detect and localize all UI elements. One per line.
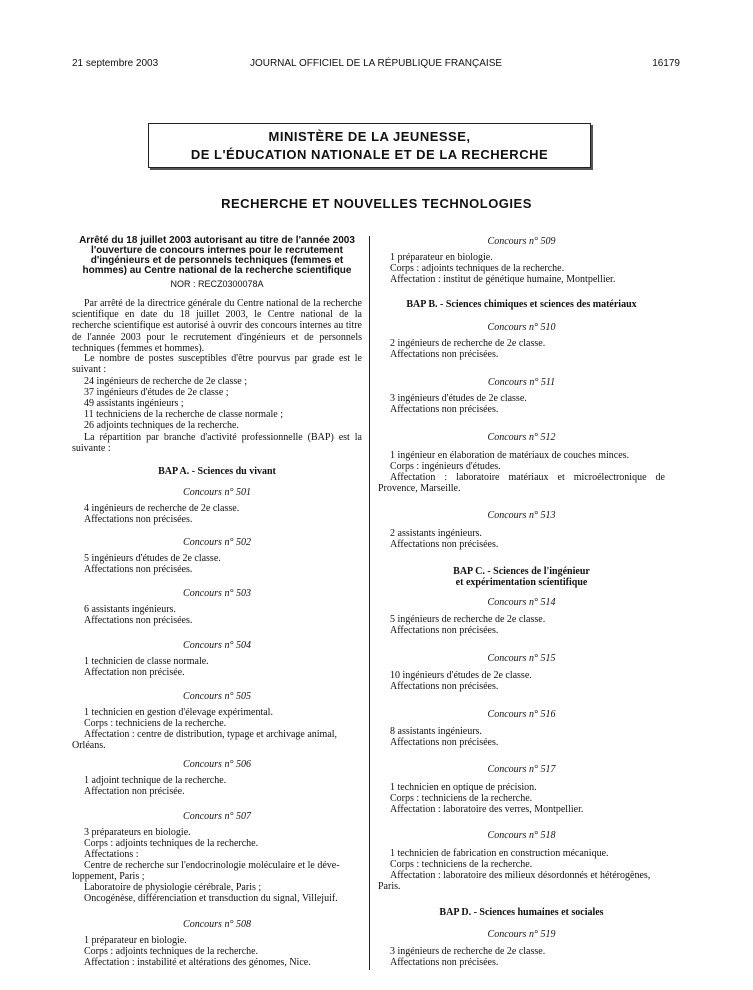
concours-507-line: 3 préparateurs en biologie. (84, 827, 191, 838)
header-date: 21 septembre 2003 (72, 58, 159, 69)
bap-d-heading: BAP D. - Sciences humaines et sociales (439, 907, 604, 918)
concours-508-heading: Concours n° 508 (183, 919, 251, 930)
concours-502-line: Affectations non précisées. (84, 564, 193, 575)
concours-501-line: Affectations non précisées. (84, 514, 193, 525)
concours-509-heading: Concours n° 509 (487, 236, 556, 247)
concours-512-heading: Concours n° 512 (487, 432, 556, 443)
concours-504-heading: Concours n° 504 (183, 640, 251, 651)
concours-506-line: 1 adjoint technique de la recherche. (84, 775, 227, 786)
concours-519-line: Affectations non précisées. (390, 957, 499, 968)
concours-512-line: Corps : ingénieurs d'études. (390, 461, 501, 472)
concours-509-line: Corps : adjoints techniques de la recherche. (390, 263, 565, 274)
concours-518-heading: Concours n° 518 (487, 830, 556, 841)
concours-506-line: Affectation non précisée. (84, 786, 185, 797)
bap-c-heading-line-1: BAP C. - Sciences de l'ingénieur (453, 566, 590, 577)
concours-509-line: 1 préparateur en biologie. (390, 252, 493, 263)
grade-item: 11 techniciens de la recherche de classe normale ; (84, 409, 283, 420)
concours-515-line: Affectations non précisées. (390, 681, 499, 692)
concours-518-line: Paris. (378, 881, 401, 892)
header-journal-title: JOURNAL OFFICIEL DE LA RÉPUBLIQUE FRANÇAISE (249, 58, 503, 69)
concours-501-heading: Concours n° 501 (183, 487, 251, 498)
concours-512-line: 1 ingénieur en élaboration de matériaux de couches minces. (390, 450, 630, 461)
ministry-line-2: DE L'ÉDUCATION NATIONALE ET DE LA RECHERCHE (190, 147, 549, 162)
concours-502-line: 5 ingénieurs d'études de 2e classe. (84, 553, 221, 564)
ministry-box (148, 123, 591, 168)
bap-a-heading: BAP A. - Sciences du vivant (158, 466, 276, 477)
concours-515-line: 10 ingénieurs d'études de 2e classe. (390, 670, 532, 681)
section-title: RECHERCHE ET NOUVELLES TECHNOLOGIES (221, 196, 532, 211)
bap-b-heading: BAP B. - Sciences chimiques et sciences des matériaux (406, 299, 637, 310)
concours-501-line: 4 ingénieurs de recherche de 2e classe. (84, 503, 240, 514)
concours-507-line: Laboratoire de physiologie cérébrale, Paris ; (84, 882, 262, 893)
concours-503-heading: Concours n° 503 (183, 588, 251, 599)
concours-505-line: Corps : techniciens de la recherche. (84, 718, 227, 729)
postes-paragraph: Le nombre de postes susceptibles d'être pourvus par grade est le suivant : (72, 353, 362, 376)
concours-514-line: 5 ingénieurs de recherche de 2e classe. (390, 614, 546, 625)
concours-508-line: Corps : adjoints techniques de la recherche. (84, 946, 259, 957)
concours-518-line: Affectation : laboratoire des milieux désordonnés et hétérogènes, (390, 870, 651, 881)
grade-item: 24 ingénieurs de recherche de 2e classe ; (84, 376, 247, 387)
arrete-title-line-4: hommes) au Centre national de la recherche scientifique (82, 265, 352, 276)
header-page-number: 16179 (652, 58, 680, 69)
concours-506-heading: Concours n° 506 (183, 759, 251, 770)
concours-513-line: Affectations non précisées. (390, 539, 499, 550)
arrete-title-line-3: d'ingénieurs et de personnels techniques (femmes et (90, 255, 344, 266)
concours-502-heading: Concours n° 502 (183, 537, 251, 548)
concours-511-heading: Concours n° 511 (487, 377, 556, 388)
concours-516-line: 8 assistants ingénieurs. (390, 726, 482, 737)
concours-507-line: loppement, Paris ; (72, 871, 145, 882)
concours-508-line: 1 préparateur en biologie. (84, 935, 187, 946)
concours-507-line: Affectations : (84, 849, 139, 860)
concours-513-line: 2 assistants ingénieurs. (390, 528, 482, 539)
concours-515-heading: Concours n° 515 (487, 653, 556, 664)
concours-508-line: Affectation : instabilité et altérations des génomes, Nice. (84, 957, 311, 968)
concours-505-line: 1 technicien en gestion d'élevage expérimental. (84, 707, 273, 718)
concours-510-line: Affectations non précisées. (390, 349, 499, 360)
concours-517-heading: Concours n° 517 (487, 764, 556, 775)
concours-514-line: Affectations non précisées. (390, 625, 499, 636)
concours-518-line: Corps : techniciens de la recherche. (390, 859, 533, 870)
concours-519-heading: Concours n° 519 (487, 929, 556, 940)
arrete-intro-paragraph: Par arrêté de la directrice générale du Centre national de la recherche scientifique en date du 18 juillet 2003, le Centre national de la recherche scientifique est autorisé à ouvrir des concours internes au titre de l'année 2003 pour le recrutement d'ingénieurs et de personnels techniques (femmes et hommes). (72, 298, 362, 354)
concours-517-line: 1 technicien en optique de précision. (390, 782, 537, 793)
concours-519-line: 3 ingénieurs de recherche de 2e classe. (390, 946, 546, 957)
concours-507-line: Oncogénèse, différenciation et transduction du signal, Villejuif. (84, 893, 338, 904)
nor-reference: NOR : RECZ0300078A (170, 279, 264, 289)
concours-513-heading: Concours n° 513 (487, 510, 556, 521)
concours-507-heading: Concours n° 507 (183, 811, 251, 822)
concours-504-line: 1 technicien de classe normale. (84, 656, 209, 667)
concours-505-heading: Concours n° 505 (183, 691, 251, 702)
column-divider (369, 236, 370, 970)
concours-512-line: Provence, Marseille. (378, 483, 461, 494)
concours-510-heading: Concours n° 510 (487, 322, 556, 333)
concours-505-line: Orléans. (72, 740, 106, 751)
concours-518-line: 1 technicien de fabrication en construction mécanique. (390, 848, 609, 859)
concours-507-line: Centre de recherche sur l'endocrinologie moléculaire et le déve- (84, 860, 340, 871)
grade-item: 26 adjoints techniques de la recherche. (84, 420, 239, 431)
ministry-line-1: MINISTÈRE DE LA JEUNESSE, (268, 129, 471, 144)
bap-c-heading-line-2: et expérimentation scientifique (455, 577, 588, 588)
grade-item: 37 ingénieurs d'études de 2e classe ; (84, 387, 229, 398)
concours-511-line: Affectations non précisées. (390, 404, 499, 415)
concours-507-line: Corps : adjoints techniques de la recherche. (84, 838, 259, 849)
concours-517-line: Corps : techniciens de la recherche. (390, 793, 533, 804)
concours-510-line: 2 ingénieurs de recherche de 2e classe. (390, 338, 546, 349)
concours-503-line: 6 assistants ingénieurs. (84, 604, 176, 615)
concours-504-line: Affectation non précisée. (84, 667, 185, 678)
arrete-title-line-2: l'ouverture de concours internes pour le recrutement (91, 245, 343, 256)
concours-503-line: Affectations non précisées. (84, 615, 193, 626)
repartition-paragraph: La répartition par branche d'activité professionnelle (BAP) est la suivante : (72, 432, 362, 455)
concours-517-line: Affectation : laboratoire des verres, Montpellier. (390, 804, 584, 815)
concours-516-line: Affectations non précisées. (390, 737, 499, 748)
concours-505-line: Affectation : centre de distribution, typage et archivage animal, (84, 729, 338, 740)
concours-516-heading: Concours n° 516 (487, 709, 556, 720)
concours-512-line: Affectation : laboratoire matériaux et microélectronique de (390, 472, 665, 483)
arrete-title-line-1: Arrêté du 18 juillet 2003 autorisant au titre de l'année 2003 (79, 235, 355, 246)
concours-514-heading: Concours n° 514 (487, 597, 556, 608)
concours-509-line: Affectation : institut de génétique humaine, Montpellier. (390, 274, 616, 285)
concours-511-line: 3 ingénieurs d'études de 2e classe. (390, 393, 527, 404)
grade-item: 49 assistants ingénieurs ; (84, 398, 184, 409)
